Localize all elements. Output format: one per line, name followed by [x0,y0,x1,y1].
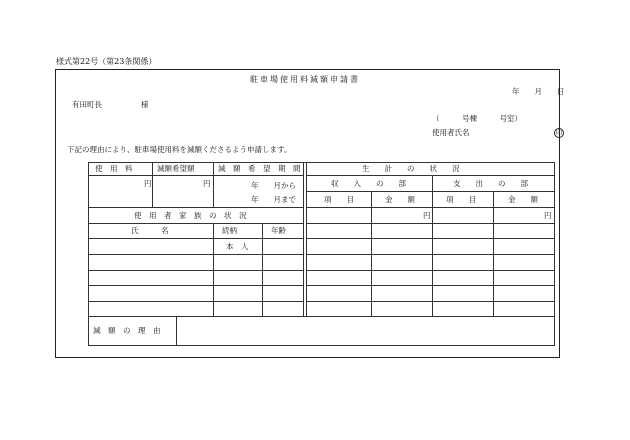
request-text: 下記の理由により、駐車場使用料を減額くださるよう申請します。 [67,145,292,154]
header-period: 減 額 希 望 期 間 [218,164,301,173]
fee-yen-unit: 円 [144,179,152,188]
header-fee: 使 用 料 [95,164,133,173]
income-item-header: 項 目 [324,195,354,204]
form-frame [55,69,560,358]
expense-header: 支 出 の 部 [453,179,528,188]
family-header: 使 用 者 家 族 の 状 況 [134,211,247,220]
income-yen-unit: 円 [423,211,431,220]
addressee: 有田町長 [72,100,102,109]
life-header: 生 計 の 状 況 [362,164,460,173]
date-line: 年 月 日 [512,87,565,96]
income-amount-header: 金 額 [385,195,415,204]
unit-line: （ 号棟 号室） [432,114,522,123]
col-name: 氏 名 [131,226,169,235]
addressee-suffix: 様 [141,100,149,109]
self-label: 本 人 [226,242,249,251]
reason-label: 減 額 の 理 由 [93,326,161,335]
applicant-label: 使用者氏名 [432,128,470,137]
expense-item-header: 項 目 [446,195,476,204]
period-from: 年 月から [251,181,296,190]
reduction-yen-unit: 円 [203,179,211,188]
period-to: 年 月まで [251,195,296,204]
expense-yen-unit: 円 [544,211,552,220]
expense-amount-header: 金 額 [508,195,538,204]
col-age: 年齢 [271,226,286,235]
form-reference: 様式第22号（第23条関係） [56,57,157,66]
form-title: 駐車場使用料減額申請書 [250,75,360,84]
seal-mark: 印 [555,130,562,137]
header-reduction: 減額希望額 [157,164,195,173]
col-relation: 続柄 [222,226,237,235]
income-header: 収 入 の 部 [331,179,406,188]
